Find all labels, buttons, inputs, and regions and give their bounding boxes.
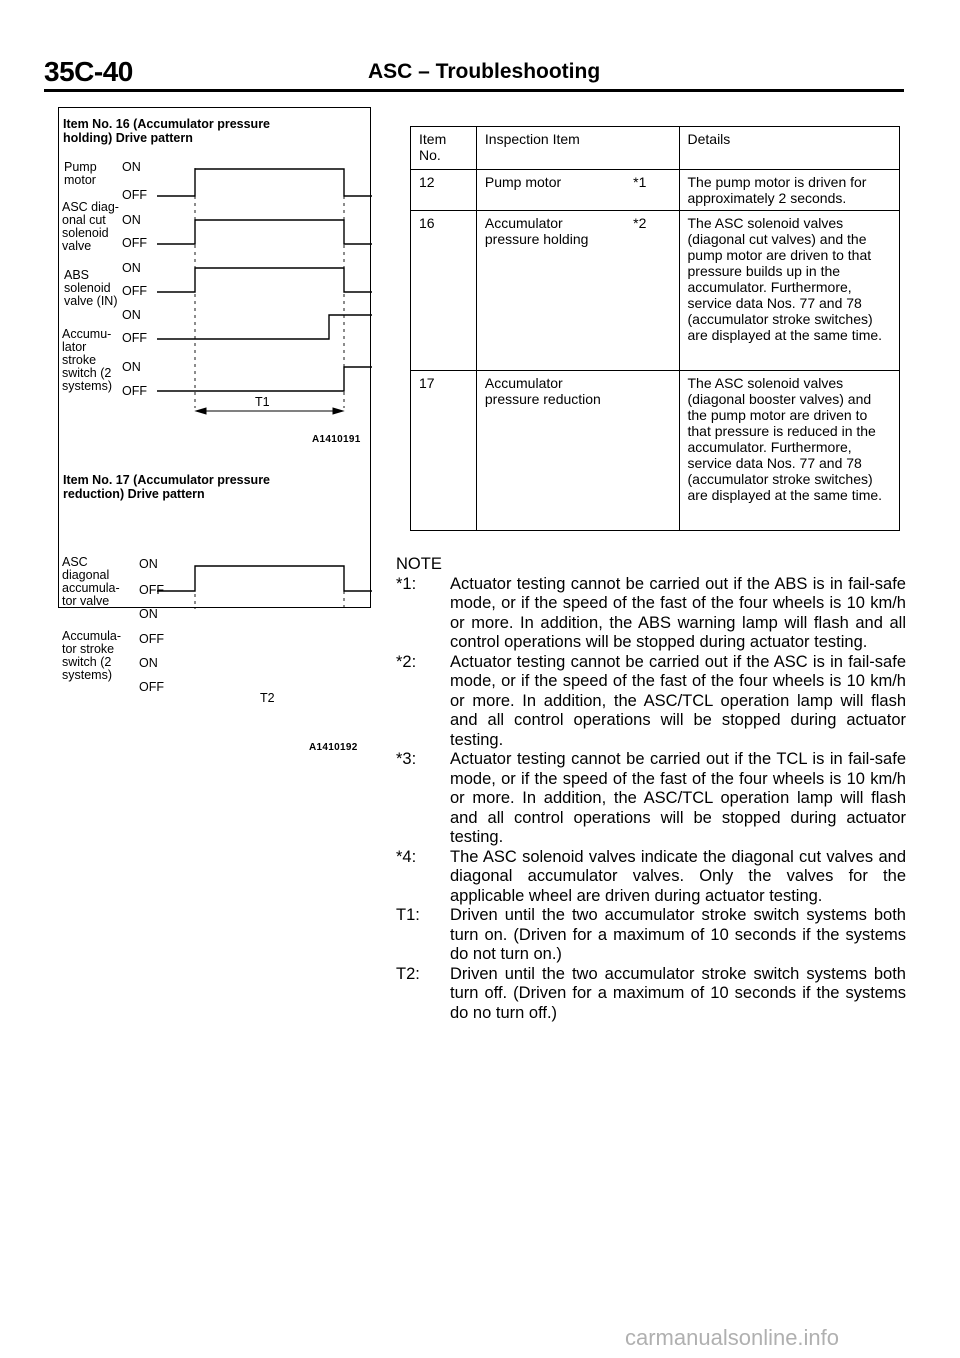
note-text: Actuator testing cannot be carried out if the ABS is in fail-safe mode, or if the speed of the fast of the four wheels is 10 km/h or more. In addition, the ABS warning lamp will flash and all control operations will be stopped during actuator testing. <box>450 574 906 651</box>
level-off: OFF <box>122 236 147 250</box>
signal-label-asc-diagonal-accumulator-valve: ASC diagonal accumula- tor valve <box>62 555 120 608</box>
cell-inspection-item: Accumulator pressure holding <box>476 211 625 371</box>
note-item <box>396 750 906 848</box>
table-header-row <box>411 127 900 170</box>
table-row <box>411 371 900 531</box>
note-text: Actuator testing cannot be carried out if the TCL is in fail-safe mode, or if the speed of the fast of the four wheels is 10 km/h or more. In addition, the ASC/TCL operation lamp will flash and all control operations will be stopped during actuator testing. <box>450 750 906 846</box>
level-on: ON <box>139 557 158 571</box>
figure-id: A1410192 <box>309 742 358 753</box>
note-item <box>396 848 906 907</box>
cell-item-no: 16 <box>411 211 477 371</box>
level-off: OFF <box>139 632 164 646</box>
header-inspection-item: Inspection Item <box>476 127 679 170</box>
level-off: OFF <box>122 384 147 398</box>
level-off: OFF <box>122 331 147 345</box>
table-row <box>411 211 900 371</box>
cell-inspection-item: Pump motor <box>476 170 625 211</box>
figure16-caption: Item No. 16 (Accumulator pressure holding) Drive pattern <box>63 117 271 145</box>
page-number: 35C-40 <box>44 56 133 87</box>
note-marker: T1: <box>396 906 420 924</box>
level-off: OFF <box>122 188 147 202</box>
cell-inspection-item: Accumulator pressure reduction <box>476 371 625 531</box>
cell-details: The pump motor is driven for approximately 2 seconds. <box>679 170 900 211</box>
header-rule <box>44 89 904 92</box>
interval-label: T1 <box>255 395 270 409</box>
signal-label-pump-motor: Pump motor <box>64 160 97 187</box>
figure17-caption: Item No. 17 (Accumulator pressure reduction) Drive pattern <box>63 473 271 501</box>
signal-label-accumulator-stroke-switch: Accumula- tor stroke switch (2 systems) <box>62 629 122 682</box>
cell-details: The ASC solenoid valves (diagonal booster valves) and the pump motor are driven to that pressure is reduced in the accumulator. Furthermore, service data Nos. 77 and 78 (accumulator stroke switches) are displayed at the same time. <box>679 371 900 531</box>
level-on: ON <box>139 607 158 621</box>
note-marker: *4: <box>396 847 417 866</box>
level-on: ON <box>122 360 141 374</box>
note-item <box>396 575 906 653</box>
cell-item-no: 17 <box>411 371 477 531</box>
cell-details: The ASC solenoid valves (diagonal cut valves) and the pump motor are driven to that pressure builds up in the accumulator. Furthermore, service data Nos. 77 and 78 (accumulator stroke switches) are displayed at the same time. <box>679 211 900 371</box>
note-item <box>396 653 906 751</box>
note-marker: *2: <box>396 652 417 671</box>
cell-note-ref <box>625 371 679 531</box>
table-row <box>411 170 900 211</box>
note-item <box>396 965 906 1024</box>
signal-label-asc-diagonal-cut-valve: ASC diag- onal cut solenoid valve <box>62 200 119 253</box>
inspection-table <box>410 126 900 531</box>
note-item <box>396 906 906 965</box>
level-on: ON <box>139 656 158 670</box>
note-marker: *3: <box>396 750 417 768</box>
notes-heading: NOTE <box>396 555 442 573</box>
cell-note-ref: *1 <box>625 170 679 211</box>
note-text: Actuator testing cannot be carried out if the ASC is in fail-safe mode, or if the speed of the fast of the four wheels is 10 km/h or more. In addition, the ASC/TCL operation lamp will flash and all control operations will be stopped during actuator testing. <box>450 652 906 749</box>
watermark: carmanualsonline.info <box>625 1325 840 1350</box>
timing-diagram <box>59 108 372 609</box>
header-item-no: Item No. <box>411 127 477 170</box>
note-text: The ASC solenoid valves indicate the diagonal cut valves and diagonal accumulator valves. Only the valves for the applicable wheel are driven during actuator testing. <box>450 847 906 905</box>
level-on: ON <box>122 261 141 275</box>
page-title: ASC – Troubleshooting <box>368 60 601 83</box>
signal-label-abs-solenoid-valve: ABS solenoid valve (IN) <box>64 268 118 308</box>
notes-section <box>396 555 906 1023</box>
cell-item-no: 12 <box>411 170 477 211</box>
note-text: Driven until the two accumulator stroke switch systems both turn on. (Driven for a maximum of 10 seconds if the systems do not turn on.) <box>450 906 906 963</box>
level-on: ON <box>122 308 141 322</box>
interval-label: T2 <box>260 691 275 705</box>
figure-id: A1410191 <box>312 434 361 445</box>
figure-box <box>58 107 371 753</box>
note-marker: *1: <box>396 574 417 593</box>
level-off: OFF <box>122 284 147 298</box>
level-off: OFF <box>139 680 164 694</box>
header-details: Details <box>679 127 900 170</box>
note-text: Driven until the two accumulator stroke switch systems both turn off. (Driven for a maximum of 10 seconds if the systems do no turn off.) <box>450 964 906 1022</box>
cell-note-ref: *2 <box>625 211 679 371</box>
level-on: ON <box>122 213 141 227</box>
signal-label-accumulator-stroke-switch: Accumu- lator stroke switch (2 systems) <box>62 327 112 393</box>
note-marker: T2: <box>396 964 420 983</box>
level-off: OFF <box>139 583 164 597</box>
level-on: ON <box>122 160 141 174</box>
